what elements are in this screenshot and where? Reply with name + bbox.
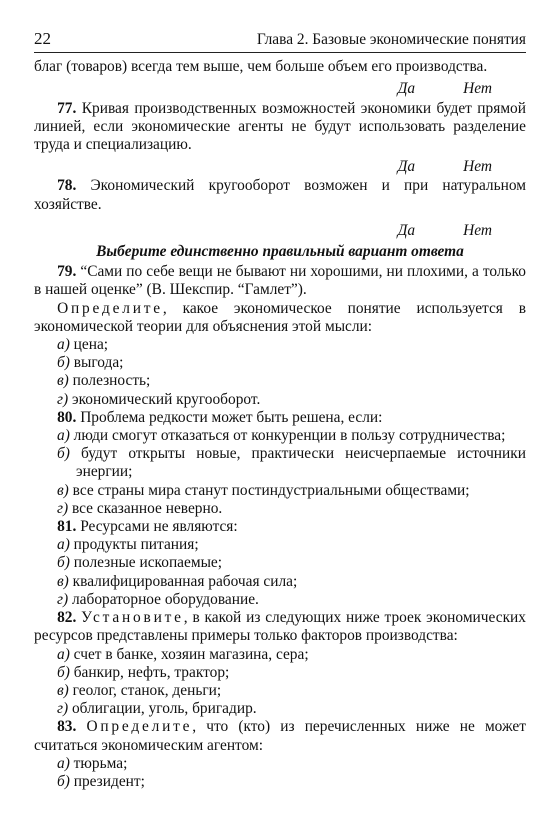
instruction-word: Установите	[81, 609, 184, 627]
answer-yes: Да	[397, 158, 416, 176]
answer-no: Нет	[463, 80, 492, 98]
question-number: 83.	[57, 718, 77, 736]
answer-yes: Да	[397, 221, 416, 239]
option-text: геолог, станок, деньги;	[68, 681, 222, 699]
question-text: , в какой из следующих ниже троек экономических ресурсов представлены примеры только факторов производства:	[34, 609, 526, 645]
option-letter: г)	[57, 590, 69, 608]
option-text: полезность;	[68, 372, 151, 390]
option-text: лабораторное оборудование.	[68, 590, 259, 608]
option-80-d	[34, 500, 526, 518]
option-text: экономический кругооборот.	[68, 390, 261, 408]
option-79-d	[34, 391, 526, 409]
option-letter: а)	[57, 336, 70, 354]
answer-no: Нет	[463, 221, 492, 239]
option-text: будут открыты новые, практически неисчерпаемые источники энергии;	[69, 445, 526, 481]
option-letter: а)	[57, 645, 70, 663]
option-text: полезные ископаемые;	[69, 554, 223, 572]
option-83-a	[34, 755, 526, 773]
instruction-word: Определите	[57, 299, 163, 317]
intro-fragment: благ (товаров) всегда тем выше, чем больше объем его производства.	[34, 58, 488, 76]
question-number: 82.	[57, 609, 77, 627]
option-79-a	[34, 336, 526, 354]
option-text: тюрьма;	[69, 754, 128, 772]
option-letter: б)	[57, 354, 70, 372]
option-letter: в)	[57, 681, 69, 699]
option-letter: г)	[57, 499, 69, 517]
option-83-b	[34, 773, 526, 791]
option-letter: в)	[57, 572, 69, 590]
question-78	[34, 177, 526, 213]
option-text: банкир, нефть, трактор;	[69, 663, 230, 681]
answer-yes: Да	[397, 80, 416, 98]
option-79-b	[34, 354, 526, 372]
option-text: продукты питания;	[69, 536, 199, 554]
question-80	[34, 409, 526, 427]
question-text: “Сами по себе вещи не бывают ни хорошими, ни плохими, а только в нашей оценке” (В. Шекспир. “Гамлет”).	[34, 263, 526, 299]
answer-options-76	[34, 80, 526, 98]
question-text: Проблема редкости может быть решена, если:	[76, 408, 383, 426]
option-letter: б)	[57, 663, 70, 681]
option-letter: г)	[57, 700, 69, 718]
option-text: президент;	[69, 772, 145, 790]
option-81-a	[34, 536, 526, 554]
option-text: люди смогут отказаться от конкуренции в пользу сотрудничества;	[69, 427, 506, 445]
option-81-c	[34, 573, 526, 591]
question-81	[34, 518, 526, 536]
page-header	[34, 30, 526, 53]
question-number: 81.	[57, 518, 77, 536]
option-82-d	[34, 700, 526, 718]
option-letter: а)	[57, 427, 70, 445]
option-letter: б)	[57, 772, 70, 790]
instruction-text: , какое экономическое понятие используется в экономической теории для объяснения этой мысли:	[34, 299, 526, 335]
option-80-a	[34, 427, 526, 445]
option-text: цена;	[69, 336, 109, 354]
chapter-title: Глава 2. Базовые экономические понятия	[256, 31, 526, 48]
option-letter: в)	[57, 481, 69, 499]
question-82	[34, 609, 526, 645]
question-number: 80.	[57, 408, 77, 426]
question-79-instruction	[34, 300, 526, 336]
option-letter: в)	[57, 372, 69, 390]
option-81-b	[34, 554, 526, 572]
question-83	[34, 718, 526, 754]
option-letter: б)	[57, 554, 70, 572]
question-text: Экономический кругооборот возможен и при натуральном хозяйстве.	[34, 177, 526, 213]
question-77	[34, 100, 526, 155]
option-text: облигации, уголь, бригадир.	[68, 700, 257, 718]
option-text: выгода;	[69, 354, 124, 372]
question-number: 77.	[57, 99, 77, 117]
answer-options-77	[34, 158, 526, 176]
option-text: счет в банке, хозяин магазина, сера;	[69, 645, 309, 663]
question-text: Ресурсами не являются:	[76, 518, 238, 536]
option-82-a	[34, 646, 526, 664]
instruction-word: Определите	[86, 718, 193, 736]
question-number: 78.	[57, 177, 77, 195]
question-79	[34, 263, 526, 299]
option-text: все страны мира станут постиндустриальными обществами;	[68, 481, 470, 499]
option-79-c	[34, 372, 526, 390]
answer-options-78	[34, 222, 526, 240]
option-82-b	[34, 664, 526, 682]
option-letter: а)	[57, 536, 70, 554]
option-82-c	[34, 682, 526, 700]
answer-no: Нет	[463, 158, 492, 176]
option-letter: г)	[57, 390, 69, 408]
question-number: 79.	[57, 263, 77, 281]
option-81-d	[34, 591, 526, 609]
option-text: квалифицированная рабочая сила;	[68, 572, 298, 590]
option-letter: б)	[57, 445, 70, 463]
question-text: Кривая производственных возможностей экономики будет прямой линией, если экономические агенты не будут использовать разделение труда и специализацию.	[34, 99, 526, 154]
option-80-b	[34, 445, 526, 481]
option-text: все сказанное неверно.	[68, 499, 223, 517]
question-text: , что (кто) из перечисленных ниже не может считаться экономическим агентом:	[34, 718, 526, 754]
section-heading: Выберите единственно правильный вариант ответа	[96, 243, 464, 261]
page-number: 22	[34, 29, 51, 48]
option-letter: а)	[57, 754, 70, 772]
option-80-c	[34, 482, 526, 500]
